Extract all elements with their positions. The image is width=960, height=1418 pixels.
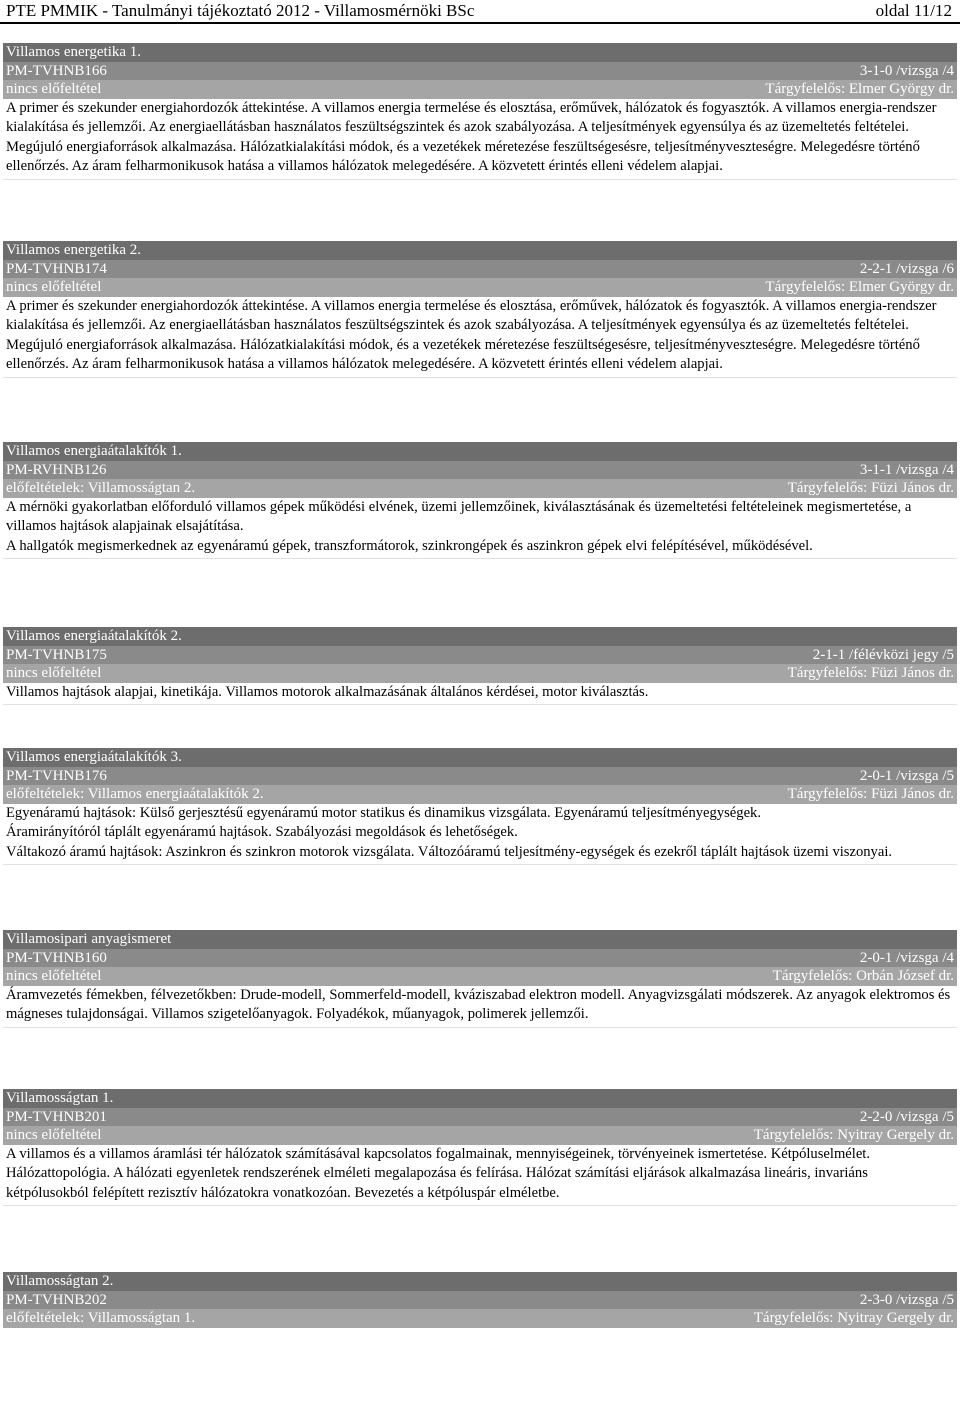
course-hours: 2-2-1 /vizsga /6	[859, 260, 954, 277]
course-prereq-bar	[3, 967, 957, 986]
course-code-bar	[3, 1291, 957, 1310]
course-hours: 3-1-1 /vizsga /4	[859, 461, 954, 478]
course-block	[3, 1089, 957, 1206]
document-title: PTE PMMIK - Tanulmányi tájékoztató 2012 - Villamosmérnöki BSc	[6, 1, 475, 20]
course-divider	[3, 1205, 957, 1206]
course-prereq-bar	[3, 785, 957, 804]
course-code: PM-TVHNB201	[6, 1108, 107, 1125]
course-responsible: Tárgyfelelős: Füzi János dr.	[787, 665, 954, 681]
description-paragraph: A mérnöki gyakorlatban előforduló villamos gépek működési elvének, üzemi jellemzőinek, kiválasztásának és üzemeltetési feltételeinek megismertetése, a villamos hajtások alapjainak elsajátítása.	[6, 498, 912, 534]
course-prerequisite: előfeltételek: Villamosságtan 1.	[6, 1310, 196, 1326]
description-paragraph: A villamos és a villamos áramlási tér hálózatok számításával kapcsolatos fogalmainak, mennyiségeinek, törvényeinek ismertetése. Kétpóluselmélet. Hálózattopológia. A hálózati egyenletek rendszerének elméleti megalapozása és felírása. Hálózat számítási eljárások alkalmazása lineáris, invariáns kétpólusokból felépített rezisztív hálózatokra vonatkozóan. Bevezetés a kétpóluspár elméletbe.	[6, 1145, 871, 1201]
course-prerequisite: előfeltételek: Villamosságtan 2.	[6, 480, 196, 496]
course-title-bar	[3, 1089, 957, 1108]
course-prereq-bar	[3, 1309, 957, 1328]
course-prerequisite: nincs előfeltétel	[6, 665, 102, 681]
course-description	[3, 683, 957, 703]
course-responsible: Tárgyfelelős: Füzi János dr.	[787, 480, 954, 496]
course-title: Villamosságtan 1.	[6, 1090, 114, 1106]
course-code: PM-RVHNB126	[6, 461, 107, 478]
course-block	[3, 241, 957, 378]
course-responsible: Tárgyfelelős: Nyitray Gergely dr.	[753, 1127, 954, 1143]
course-description	[3, 986, 957, 1025]
course-divider	[3, 704, 957, 705]
description-paragraph: Áramirányítóról táplált egyenáramú hajtások. Szabályozási megoldások és lehetőségek.	[6, 824, 518, 840]
course-divider	[3, 558, 957, 559]
course-prerequisite: nincs előfeltétel	[6, 1127, 102, 1143]
course-title-bar	[3, 1272, 957, 1291]
course-block	[3, 43, 957, 180]
course-divider	[3, 1027, 957, 1028]
description-paragraph: Áramvezetés fémekben, félvezetőkben: Drude-modell, Sommerfeld-modell, kváziszabad elektron modell. Anyagvizsgálati módszerek. Az anyagok elektromos és mágneses tulajdonságai. Villamos szigetelőanyagok. Folyadékok, műanyagok, polimerek jellemzői.	[6, 986, 951, 1022]
course-divider	[3, 179, 957, 180]
course-responsible: Tárgyfelelős: Elmer György dr.	[765, 279, 954, 295]
course-title-bar	[3, 442, 957, 461]
course-title: Villamos energetika 2.	[6, 242, 142, 258]
course-title-bar	[3, 43, 957, 62]
course-description	[3, 498, 957, 557]
course-description	[3, 804, 957, 863]
course-block	[3, 1272, 957, 1328]
course-hours: 2-1-1 /félévközi jegy /5	[812, 646, 954, 663]
course-code: PM-TVHNB166	[6, 62, 107, 79]
course-title-bar	[3, 627, 957, 646]
course-block	[3, 442, 957, 559]
course-responsible: Tárgyfelelős: Füzi János dr.	[787, 786, 954, 802]
course-code: PM-TVHNB174	[6, 260, 107, 277]
course-prereq-bar	[3, 479, 957, 498]
course-block	[3, 930, 957, 1028]
course-code-bar	[3, 1108, 957, 1127]
course-hours: 3-1-0 /vizsga /4	[859, 62, 954, 79]
course-title-bar	[3, 748, 957, 767]
course-prereq-bar	[3, 278, 957, 297]
course-prereq-bar	[3, 1126, 957, 1145]
course-title-bar	[3, 930, 957, 949]
page-number: oldal 11/12	[875, 1, 952, 20]
course-divider	[3, 864, 957, 865]
course-code: PM-TVHNB160	[6, 949, 107, 966]
course-prereq-bar	[3, 80, 957, 99]
course-hours: 2-0-1 /vizsga /5	[859, 767, 954, 784]
course-code-bar	[3, 646, 957, 665]
course-prerequisite: nincs előfeltétel	[6, 279, 102, 295]
course-description	[3, 297, 957, 375]
course-title: Villamosságtan 2.	[6, 1273, 114, 1289]
course-title: Villamos energiaátalakítók 2.	[6, 628, 182, 644]
course-responsible: Tárgyfelelős: Elmer György dr.	[765, 81, 954, 97]
course-description	[3, 99, 957, 177]
course-prerequisite: nincs előfeltétel	[6, 968, 102, 984]
course-code-bar	[3, 260, 957, 279]
description-paragraph: Villamos hajtások alapjai, kinetikája. Villamos motorok alkalmazásának általános kérdései, motor kiválasztás.	[6, 683, 649, 700]
course-divider	[3, 377, 957, 378]
course-responsible: Tárgyfelelős: Nyitray Gergely dr.	[753, 1310, 954, 1326]
course-prerequisite: előfeltételek: Villamos energiaátalakítók 2.	[6, 786, 264, 802]
page-header	[0, 0, 960, 22]
course-prerequisite: nincs előfeltétel	[6, 81, 102, 97]
header-divider	[0, 22, 960, 24]
course-code-bar	[3, 62, 957, 81]
description-paragraph: A primer és szekunder energiahordozók áttekintése. A villamos energia termelése és elosztása, erőművek, hálózatok és fogyasztók. A villamos energia-rendszer kialakítása és jellemzői. Az energiaellátásban használatos feszültségszintek és azok szabályozása. A teljesítmények egyensúlya és az üzemeltetés feltételei. Megújuló energiaforrások alkalmazása. Hálózatkialakítási módok, és a vezetékek méretezése feszültségesésre, teljesítményveszteségre. Melegedésre történő ellenőrzés. Az áram felharmonikusok hatása a villamos hálózatok melegedésére. A közvetett érintés elleni védelem alapjai.	[6, 99, 937, 174]
course-title: Villamos energiaátalakítók 1.	[6, 443, 182, 459]
description-paragraph: Váltakozó áramú hajtások: Aszinkron és szinkron motorok vizsgálata. Változóáramú teljesítmény-egységek és ezekről táplált hajtások üzemi viszonyai.	[6, 843, 893, 860]
course-code: PM-TVHNB202	[6, 1291, 107, 1308]
course-block	[3, 748, 957, 865]
description-paragraph: A primer és szekunder energiahordozók áttekintése. A villamos energia termelése és elosztása, erőművek, hálózatok és fogyasztók. A villamos energia-rendszer kialakítása és jellemzői. Az energiaellátásban használatos feszültségszintek és azok szabályozása. A teljesítmények egyensúlya és az üzemeltetés feltételei. Megújuló energiaforrások alkalmazása. Hálózatkialakítási módok, és a vezetékek méretezése feszültségesésre, teljesítményveszteségre. Melegedésre történő ellenőrzés. Az áram felharmonikusok hatása a villamos hálózatok melegedésére. A közvetett érintés elleni védelem alapjai.	[6, 297, 937, 372]
course-responsible: Tárgyfelelős: Orbán József dr.	[772, 968, 954, 984]
course-prereq-bar	[3, 664, 957, 683]
course-code: PM-TVHNB176	[6, 767, 107, 784]
course-title-bar	[3, 241, 957, 260]
course-block	[3, 627, 957, 705]
description-paragraph: A hallgatók megismerkednek az egyenáramú gépek, transzformátorok, szinkrongépek és aszinkron gépek elvi felépítésével, működésével.	[6, 537, 813, 554]
course-description	[3, 1145, 957, 1204]
description-paragraph: Egyenáramú hajtások: Külső gerjesztésű egyenáramú motor statikus és dinamikus vizsgálata. Egyenáramú teljesítményegységek.	[6, 804, 762, 821]
course-hours: 2-2-0 /vizsga /5	[859, 1108, 954, 1125]
course-title: Villamos energetika 1.	[6, 44, 142, 60]
course-code-bar	[3, 949, 957, 968]
course-code: PM-TVHNB175	[6, 646, 107, 663]
course-code-bar	[3, 767, 957, 786]
course-title: Villamosipari anyagismeret	[6, 931, 172, 947]
course-hours: 2-3-0 /vizsga /5	[859, 1291, 954, 1308]
course-code-bar	[3, 461, 957, 480]
course-hours: 2-0-1 /vizsga /4	[859, 949, 954, 966]
course-title: Villamos energiaátalakítók 3.	[6, 749, 182, 765]
